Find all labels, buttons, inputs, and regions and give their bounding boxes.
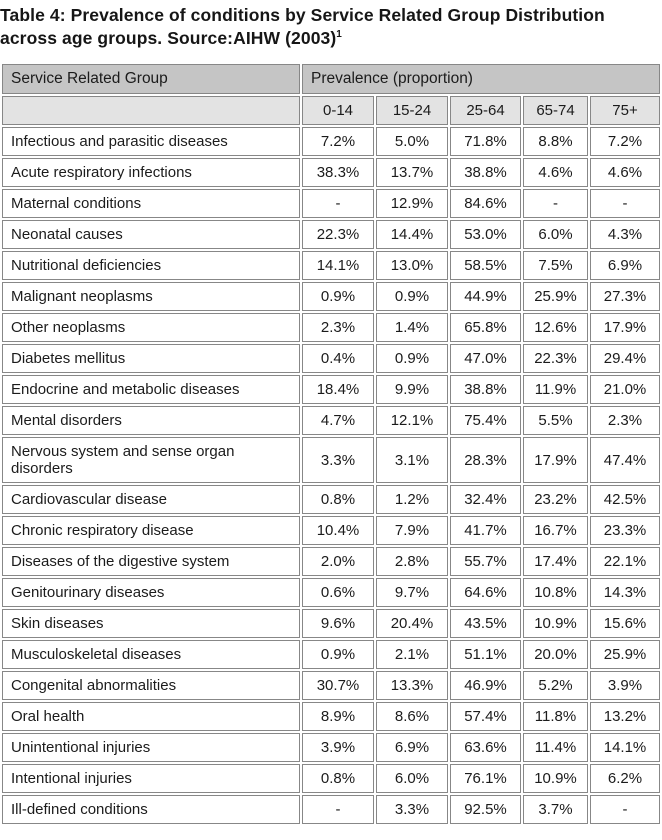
value-cell: 12.9%	[376, 189, 448, 218]
value-cell: 42.5%	[590, 485, 660, 514]
condition-cell: Unintentional injuries	[2, 733, 300, 762]
value-cell: 55.7%	[450, 547, 521, 576]
value-cell: 15.6%	[590, 609, 660, 638]
value-cell: 11.4%	[523, 733, 588, 762]
value-cell: 43.5%	[450, 609, 521, 638]
value-cell: 25.9%	[523, 282, 588, 311]
table-caption-text: Table 4: Prevalence of conditions by Service Related Group Distribution across age groups. Source:AIHW (2003)	[0, 5, 605, 49]
value-cell: 5.0%	[376, 127, 448, 156]
age-group-header-65-74: 65-74	[523, 96, 588, 125]
value-cell: 17.9%	[523, 437, 588, 483]
age-group-header-15-24: 15-24	[376, 96, 448, 125]
value-cell: 11.8%	[523, 702, 588, 731]
value-cell: 4.6%	[523, 158, 588, 187]
value-cell: 8.6%	[376, 702, 448, 731]
value-cell: 22.1%	[590, 547, 660, 576]
value-cell: 10.9%	[523, 764, 588, 793]
value-cell: 47.4%	[590, 437, 660, 483]
value-cell: 12.1%	[376, 406, 448, 435]
value-cell: 3.3%	[302, 437, 374, 483]
value-cell: 6.9%	[590, 251, 660, 280]
table-row	[2, 313, 660, 342]
value-cell: 22.3%	[523, 344, 588, 373]
value-cell: 13.0%	[376, 251, 448, 280]
table-row	[2, 344, 660, 373]
value-cell: 6.9%	[376, 733, 448, 762]
condition-cell: Malignant neoplasms	[2, 282, 300, 311]
value-cell: 0.8%	[302, 485, 374, 514]
condition-cell: Infectious and parasitic diseases	[2, 127, 300, 156]
table-row	[2, 547, 660, 576]
value-cell: 14.1%	[302, 251, 374, 280]
value-cell: 18.4%	[302, 375, 374, 404]
value-cell: 0.9%	[302, 640, 374, 669]
table-body	[2, 127, 660, 824]
value-cell: 22.3%	[302, 220, 374, 249]
value-cell: 5.5%	[523, 406, 588, 435]
value-cell: 16.7%	[523, 516, 588, 545]
value-cell: 0.6%	[302, 578, 374, 607]
subheader-spacer-cell	[2, 96, 300, 125]
condition-cell: Genitourinary diseases	[2, 578, 300, 607]
prevalence-table	[0, 62, 662, 826]
value-cell: 2.8%	[376, 547, 448, 576]
value-cell: 32.4%	[450, 485, 521, 514]
column-header-prevalence: Prevalence (proportion)	[302, 64, 660, 94]
value-cell: 28.3%	[450, 437, 521, 483]
table-row	[2, 733, 660, 762]
value-cell: 14.3%	[590, 578, 660, 607]
value-cell: 3.9%	[590, 671, 660, 700]
value-cell: 27.3%	[590, 282, 660, 311]
value-cell: 38.3%	[302, 158, 374, 187]
table-row	[2, 282, 660, 311]
value-cell: 3.9%	[302, 733, 374, 762]
value-cell: 6.0%	[376, 764, 448, 793]
condition-cell: Endocrine and metabolic diseases	[2, 375, 300, 404]
value-cell: -	[523, 189, 588, 218]
condition-cell: Other neoplasms	[2, 313, 300, 342]
value-cell: 7.9%	[376, 516, 448, 545]
value-cell: 23.3%	[590, 516, 660, 545]
table-row	[2, 375, 660, 404]
condition-cell: Acute respiratory infections	[2, 158, 300, 187]
value-cell: 7.2%	[590, 127, 660, 156]
value-cell: 5.2%	[523, 671, 588, 700]
value-cell: -	[302, 189, 374, 218]
value-cell: 10.4%	[302, 516, 374, 545]
table-caption	[0, 4, 660, 50]
value-cell: 2.3%	[590, 406, 660, 435]
value-cell: 13.7%	[376, 158, 448, 187]
value-cell: 9.7%	[376, 578, 448, 607]
table-row	[2, 158, 660, 187]
value-cell: 25.9%	[590, 640, 660, 669]
value-cell: 9.6%	[302, 609, 374, 638]
value-cell: 20.4%	[376, 609, 448, 638]
value-cell: 3.1%	[376, 437, 448, 483]
value-cell: 92.5%	[450, 795, 521, 824]
value-cell: 76.1%	[450, 764, 521, 793]
value-cell: 6.0%	[523, 220, 588, 249]
value-cell: 4.7%	[302, 406, 374, 435]
value-cell: 64.6%	[450, 578, 521, 607]
table-row	[2, 578, 660, 607]
value-cell: 17.4%	[523, 547, 588, 576]
value-cell: 41.7%	[450, 516, 521, 545]
condition-cell: Musculoskeletal diseases	[2, 640, 300, 669]
table-row	[2, 485, 660, 514]
table-row	[2, 609, 660, 638]
condition-cell: Maternal conditions	[2, 189, 300, 218]
value-cell: 47.0%	[450, 344, 521, 373]
condition-cell: Nutritional deficiencies	[2, 251, 300, 280]
header-row	[2, 64, 660, 94]
value-cell: 46.9%	[450, 671, 521, 700]
value-cell: 7.2%	[302, 127, 374, 156]
table-row	[2, 516, 660, 545]
condition-cell: Nervous system and sense organ disorders	[2, 437, 300, 483]
age-group-header-25-64: 25-64	[450, 96, 521, 125]
value-cell: 2.1%	[376, 640, 448, 669]
value-cell: 17.9%	[590, 313, 660, 342]
value-cell: 20.0%	[523, 640, 588, 669]
condition-cell: Cardiovascular disease	[2, 485, 300, 514]
condition-cell: Ill-defined conditions	[2, 795, 300, 824]
condition-cell: Diseases of the digestive system	[2, 547, 300, 576]
value-cell: 12.6%	[523, 313, 588, 342]
value-cell: 13.3%	[376, 671, 448, 700]
value-cell: 84.6%	[450, 189, 521, 218]
value-cell: 3.3%	[376, 795, 448, 824]
value-cell: 29.4%	[590, 344, 660, 373]
value-cell: 4.6%	[590, 158, 660, 187]
value-cell: 23.2%	[523, 485, 588, 514]
value-cell: 38.8%	[450, 158, 521, 187]
age-group-header-75-plus: 75+	[590, 96, 660, 125]
value-cell: 8.8%	[523, 127, 588, 156]
table-row	[2, 671, 660, 700]
value-cell: 0.4%	[302, 344, 374, 373]
value-cell: 0.9%	[376, 344, 448, 373]
value-cell: 1.4%	[376, 313, 448, 342]
value-cell: -	[590, 795, 660, 824]
value-cell: 0.8%	[302, 764, 374, 793]
value-cell: 65.8%	[450, 313, 521, 342]
table-row	[2, 251, 660, 280]
value-cell: 30.7%	[302, 671, 374, 700]
value-cell: 0.9%	[376, 282, 448, 311]
table-row	[2, 640, 660, 669]
value-cell: 51.1%	[450, 640, 521, 669]
value-cell: 13.2%	[590, 702, 660, 731]
value-cell: 8.9%	[302, 702, 374, 731]
value-cell: 4.3%	[590, 220, 660, 249]
table-row	[2, 220, 660, 249]
condition-cell: Neonatal causes	[2, 220, 300, 249]
value-cell: 44.9%	[450, 282, 521, 311]
condition-cell: Intentional injuries	[2, 764, 300, 793]
value-cell: 1.2%	[376, 485, 448, 514]
condition-cell: Diabetes mellitus	[2, 344, 300, 373]
value-cell: 10.9%	[523, 609, 588, 638]
value-cell: 53.0%	[450, 220, 521, 249]
age-group-header-row	[2, 96, 660, 125]
value-cell: 2.0%	[302, 547, 374, 576]
value-cell: 14.1%	[590, 733, 660, 762]
value-cell: 9.9%	[376, 375, 448, 404]
condition-cell: Oral health	[2, 702, 300, 731]
condition-cell: Skin diseases	[2, 609, 300, 638]
condition-cell: Mental disorders	[2, 406, 300, 435]
value-cell: 21.0%	[590, 375, 660, 404]
value-cell: 6.2%	[590, 764, 660, 793]
table-header	[2, 64, 660, 125]
table-row	[2, 795, 660, 824]
value-cell: 10.8%	[523, 578, 588, 607]
table-row	[2, 702, 660, 731]
value-cell: 7.5%	[523, 251, 588, 280]
value-cell: -	[302, 795, 374, 824]
table-row	[2, 764, 660, 793]
value-cell: 0.9%	[302, 282, 374, 311]
table-row	[2, 127, 660, 156]
column-header-service-related-group: Service Related Group	[2, 64, 300, 94]
value-cell: 63.6%	[450, 733, 521, 762]
table-row	[2, 189, 660, 218]
value-cell: 38.8%	[450, 375, 521, 404]
value-cell: 71.8%	[450, 127, 521, 156]
value-cell: 11.9%	[523, 375, 588, 404]
age-group-header-0-14: 0-14	[302, 96, 374, 125]
value-cell: 14.4%	[376, 220, 448, 249]
table-row	[2, 406, 660, 435]
value-cell: 2.3%	[302, 313, 374, 342]
footnote-marker: 1	[336, 29, 342, 41]
table-row	[2, 437, 660, 483]
condition-cell: Congenital abnormalities	[2, 671, 300, 700]
value-cell: 75.4%	[450, 406, 521, 435]
value-cell: 57.4%	[450, 702, 521, 731]
condition-cell: Chronic respiratory disease	[2, 516, 300, 545]
value-cell: -	[590, 189, 660, 218]
value-cell: 58.5%	[450, 251, 521, 280]
value-cell: 3.7%	[523, 795, 588, 824]
